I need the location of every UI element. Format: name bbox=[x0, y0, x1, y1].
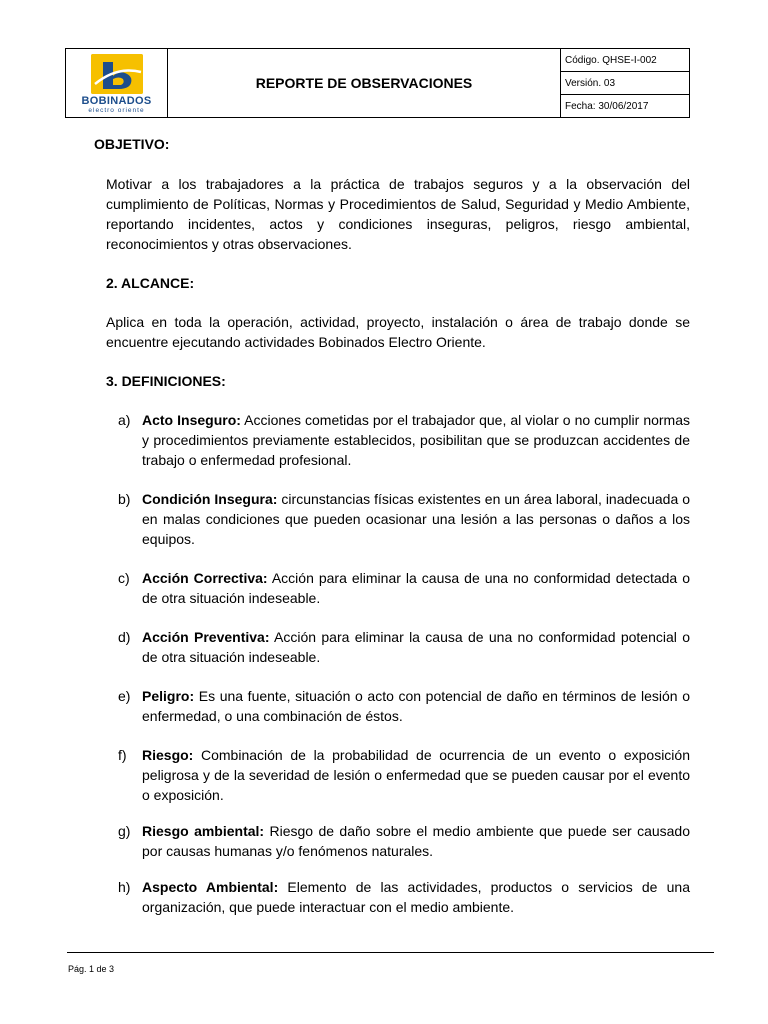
definition-text bbox=[142, 568, 690, 608]
alcance-text: Aplica en toda la operación, actividad, proyecto, instalación o área de trabajo donde se encuentre ejecutando actividades Bobinados Electro Oriente. bbox=[106, 314, 690, 350]
definition-letter: e) bbox=[118, 688, 131, 704]
definition-description: Riesgo de daño sobre el medio ambiente que puede ser causado por causas humanas y/o fenómenos naturales. bbox=[142, 823, 690, 859]
definition-term: Condición Insegura: bbox=[142, 491, 278, 507]
definition-item bbox=[94, 686, 690, 726]
document-version: Versión. 03 bbox=[561, 72, 689, 95]
definition-item bbox=[94, 821, 690, 861]
definition-term: Riesgo ambiental: bbox=[142, 823, 265, 839]
logo-name: BOBINADOS bbox=[81, 95, 152, 107]
objetivo-text: Motivar a los trabajadores a la práctica de trabajos seguros y a la observación del cumplimiento de Políticas, Normas y Procedimientos de Salud, Seguridad y Medio Ambiente, reportando incidentes, actos y condiciones inseguras, peligros, riesgo ambiental, reconocimientos y otras observaciones. bbox=[106, 176, 690, 252]
document-date: Fecha: 30/06/2017 bbox=[565, 100, 649, 112]
definition-text bbox=[142, 877, 690, 917]
definition-text bbox=[142, 821, 690, 861]
definition-letter: c) bbox=[118, 570, 130, 586]
document-code: Código. QHSE-I-002 bbox=[561, 49, 689, 72]
definition-item bbox=[94, 877, 690, 917]
definition-text bbox=[142, 627, 690, 667]
definition-letter: g) bbox=[118, 823, 131, 839]
page-number: Pág. 1 de 3 bbox=[68, 964, 115, 974]
definition-description: Acción para eliminar la causa de una no conformidad detectada o de otra situación indeseable. bbox=[142, 570, 691, 606]
document-body bbox=[94, 134, 690, 917]
definition-letter: d) bbox=[118, 629, 131, 645]
logo-mark-icon bbox=[91, 54, 143, 94]
definition-letter: f) bbox=[118, 747, 127, 763]
definition-item bbox=[94, 745, 690, 805]
definition-term: Peligro: bbox=[142, 688, 195, 704]
definition-text bbox=[142, 745, 690, 805]
definition-description: Combinación de la probabilidad de ocurrencia de un evento o exposición peligrosa y de la severidad de lesión o enfermedad que se pueden causar por el evento o exposición. bbox=[142, 747, 690, 803]
definition-item bbox=[94, 489, 690, 549]
definition-text bbox=[142, 686, 690, 726]
alcance-heading: 2. ALCANCE: bbox=[106, 275, 195, 291]
definition-letter: h) bbox=[118, 879, 131, 895]
definition-description: Acciones cometidas por el trabajador que, al violar o no cumplir normas y procedimientos previamente establecidos, posibilitan que se produzcan accidentes de trabajo o enfermedad profesional. bbox=[142, 412, 690, 468]
definition-term: Acto Inseguro: bbox=[142, 412, 241, 428]
document-meta bbox=[561, 49, 689, 117]
logo-subtitle: electro oriente bbox=[88, 107, 145, 114]
definition-item bbox=[94, 568, 690, 608]
definition-description: Elemento de las actividades, productos o servicios de una organización, que puede interactuar con el medio ambiente. bbox=[142, 879, 690, 915]
document-header bbox=[65, 48, 690, 118]
document-title: REPORTE DE OBSERVACIONES bbox=[168, 49, 561, 117]
definition-text bbox=[142, 489, 690, 549]
definition-description: Es una fuente, situación o acto con potencial de daño en términos de lesión o enfermedad, o una combinación de éstos. bbox=[142, 688, 690, 724]
definition-item bbox=[94, 410, 690, 470]
definition-description: Acción para eliminar la causa de una no conformidad potencial o de otra situación indeseable. bbox=[142, 629, 690, 665]
definitions-list bbox=[94, 410, 690, 917]
definition-term: Acción Correctiva: bbox=[142, 570, 268, 586]
definition-letter: a) bbox=[118, 412, 131, 428]
definiciones-heading: 3. DEFINICIONES: bbox=[106, 373, 226, 389]
footer-divider bbox=[67, 952, 714, 953]
objetivo-heading: OBJETIVO: bbox=[94, 136, 170, 152]
definition-item bbox=[94, 627, 690, 667]
logo bbox=[66, 49, 168, 117]
definition-description: circunstancias físicas existentes en un área laboral, inadecuada o en malas condiciones que pueden ocasionar una lesión a las personas o daños a los equipos. bbox=[142, 491, 690, 547]
definition-text bbox=[142, 410, 690, 470]
definition-term: Acción Preventiva: bbox=[142, 629, 270, 645]
definition-letter: b) bbox=[118, 491, 131, 507]
definition-term: Aspecto Ambiental: bbox=[142, 879, 279, 895]
definition-term: Riesgo: bbox=[142, 747, 194, 763]
